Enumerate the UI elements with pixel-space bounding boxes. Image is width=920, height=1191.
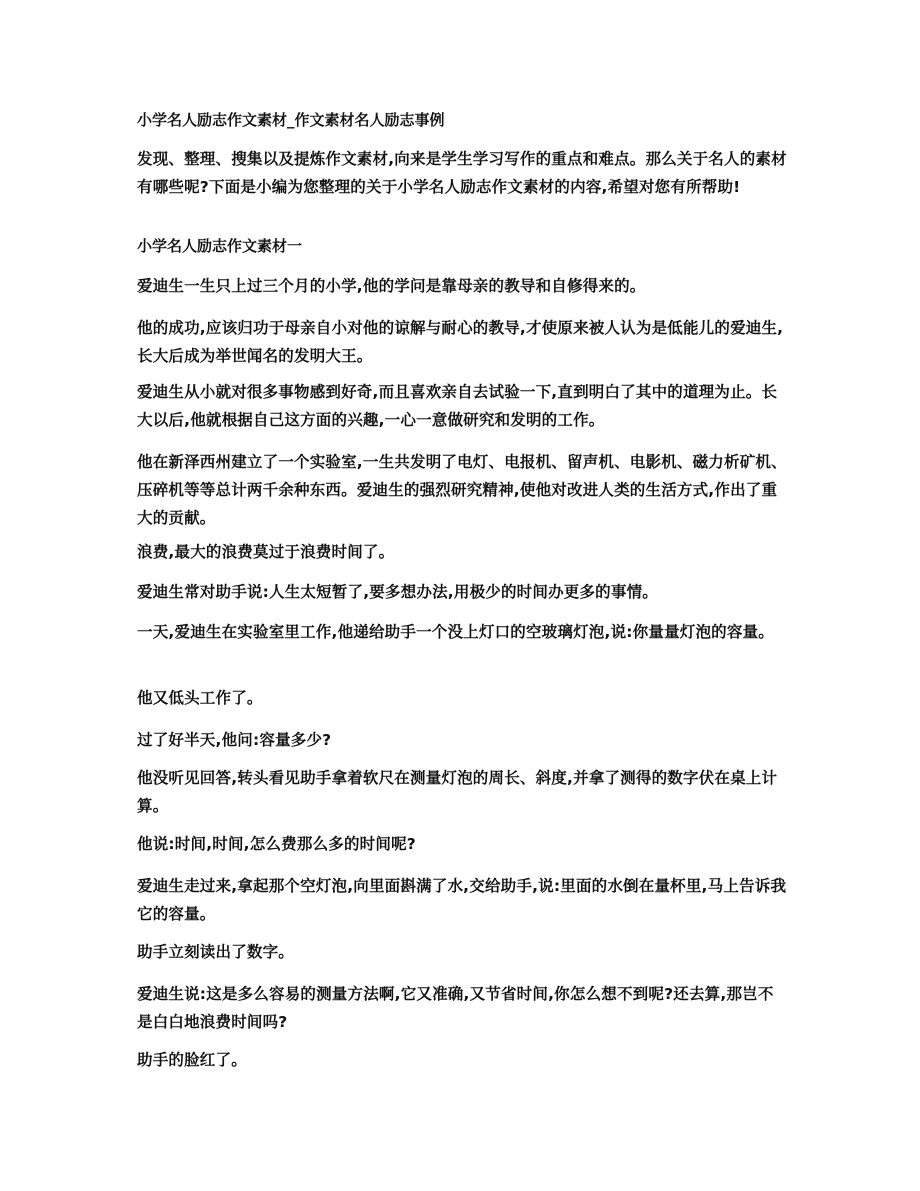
paragraph-13: 助手立刻读出了数字。 — [137, 943, 295, 961]
intro-paragraph: 发现、整理、搜集以及提炼作文素材,向来是学生学习写作的重点和难点。那么关于名人的素材有哪些呢?下面是小编为您整理的关于小学名人励志作文素材的内容,希望对您有所帮助! — [137, 150, 787, 196]
paragraph-1: 爱迪生一生只上过三个月的小学,他的学问是靠母亲的教导和自修得来的。 — [137, 277, 646, 295]
paragraph-10: 他没听见回答,转头看见助手拿着软尺在测量灯泡的周长、斜度,并拿了测得的数字伏在桌上计算。 — [137, 769, 778, 815]
paragraph-9: 过了好半天,他问:容量多少? — [137, 731, 332, 749]
paragraph-14: 爱迪生说:这是多么容易的测量方法啊,它又准确,又节省时间,你怎么想不到呢?还去算,那岂不是白白地浪费时间吗? — [137, 985, 774, 1031]
document-title: 小学名人励志作文素材_作文素材名人励志事例 — [137, 111, 445, 129]
paragraph-8: 他又低头工作了。 — [137, 689, 263, 707]
paragraph-5: 浪费,最大的浪费莫过于浪费时间了。 — [137, 543, 395, 561]
paragraph-2: 他的成功,应该归功于母亲自小对他的谅解与耐心的教导,才使原来被人认为是低能儿的爱迪生,长大后成为举世闻名的发明大王。 — [137, 319, 784, 365]
section-heading: 小学名人励志作文素材一 — [137, 237, 303, 255]
paragraph-6: 爱迪生常对助手说:人生太短暂了,要多想办法,用极少的时间办更多的事情。 — [137, 583, 658, 601]
paragraph-11: 他说:时间,时间,怎么费那么多的时间呢? — [137, 835, 416, 853]
paragraph-15: 助手的脸红了。 — [137, 1051, 247, 1069]
paragraph-3: 爱迪生从小就对很多事物感到好奇,而且喜欢亲自去试验一下,直到明白了其中的道理为止。长大以后,他就根据自己这方面的兴趣,一心一意做研究和发明的工作。 — [137, 383, 778, 429]
paragraph-12: 爱迪生走过来,拿起那个空灯泡,向里面斟满了水,交给助手,说:里面的水倒在量杯里,马上告诉我它的容量。 — [137, 877, 787, 923]
paragraph-7: 一天,爱迪生在实验室里工作,他递给助手一个没上灯口的空玻璃灯泡,说:你量量灯泡的容量。 — [137, 623, 774, 641]
paragraph-4: 他在新泽西州建立了一个实验室,一生共发明了电灯、电报机、留声机、电影机、磁力析矿机、压碎机等等总计两千余种东西。爱迪生的强烈研究精神,使他对改进人类的生活方式,作出了重大的贡献。 — [137, 453, 787, 527]
